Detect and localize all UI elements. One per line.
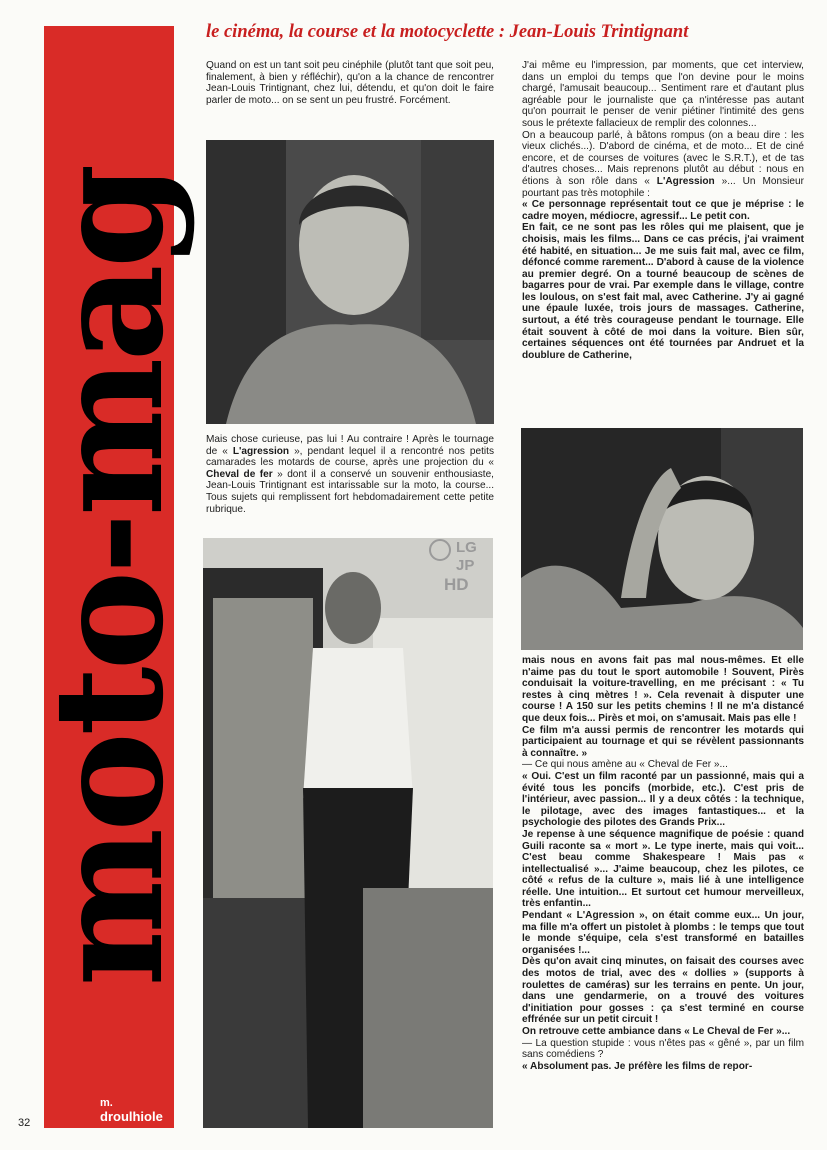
- quote: mais nous en avons fait pas mal nous-mêmes. Et elle n'aime pas du tout le sport automobile ! Souvent, Pirès conduisait la voiture-travelling, en me précisant : « Tu restes à cinq mètres ! ». Cela revenait à disputer une course ! A 150 sur les petits chemins ! Il ne m'a distancé que deux fois... Pirès et moi, on s'amusait. Mais pas elle !: [522, 655, 804, 724]
- svg-text:LG: LG: [456, 539, 477, 556]
- paragraph: J'ai même eu l'impression, par moments, que cet interview, dans un emploi du temps que l'on devine pour le moins chargé, l'amusait beaucoup... Sentiment rare et d'autant plus agréable pour le journaliste que ça n'intéresse pas autant qu'on pourrait le penser de venir piétiner l'intimité des gens sous le prétexte fallacieux de remplir des colonnes...: [522, 60, 804, 129]
- watermark-logo: [426, 534, 490, 598]
- author-credit: [100, 1096, 163, 1124]
- quote: Pendant « L'Agression », on était comme eux... Un jour, ma fille m'a offert un pistolet à plombs : le temps que tout le monde s'équipe, cela s'est transformé en batailles organisées !...: [522, 910, 804, 956]
- column-2-continued: [522, 655, 804, 1072]
- headline: le cinéma, la course et la motocyclette : Jean-Louis Trintignant: [206, 22, 689, 42]
- quote: Dès qu'on avait cinq minutes, on faisait des courses avec des motos de trial, avec des « dollies » (supports à roulettes de caméras) sur les terrains en pente. Un jour, dans une gendarmerie, on a trouvé des voitures d'initiation pour gosses : ça s'est terminé en course effrénée sur un petit circuit !: [522, 956, 804, 1026]
- quote: On retrouve cette ambiance dans « Le Cheval de Fer »...: [522, 1026, 791, 1037]
- svg-text:JP: JP: [456, 557, 475, 574]
- intro-paragraph: Quand on est un tant soit peu cinéphile (plutôt tant que soit peu, finalement, à bien y réfléchir), qu'on a la chance de rencontrer Jean-Louis Trintignant, chez lui, détendu, et qu'on doit le faire parler de moto... on se sent un peu frustré. Forcément.: [206, 60, 494, 106]
- column-1-text: Mais chose curieuse, pas lui ! Au contraire ! Après le tournage de « L'agression », pendant lequel il a rencontré nos petits camarades les motards de course, après une projection du « Cheval de fer » dont il a conservé un souvenir enthousiaste, Jean-Louis Trintignant est intarissable sur la moto, la course... Tous sujets qui remplissent fort hebdomadairement cette petite rubrique.: [206, 434, 494, 515]
- quote: Ce film m'a aussi permis de rencontrer les motards qui participaient au tournage et qui se révèlent passionnants à connaître. »: [522, 724, 804, 759]
- column-1-intro: [206, 60, 494, 106]
- author-initial: m.: [100, 1097, 113, 1109]
- author-name: droulhiole: [100, 1109, 163, 1124]
- column-2-text: J'ai même eu l'impression, par moments, que cet interview, dans un emploi du temps que l'on devine pour le moins chargé, l'amusait beaucoup... Sentiment rare et d'autant plus agréable pour le journaliste que ça n'intéresse pas autant qu'on pourrait le penser de venir piétiner l'intimité des gens sous le prétexte fallacieux de remplir des colonnes... On a beaucoup parlé, à bâtons rompus (on a beau dire : les vieux clichés...). D'abord de cinéma, et de moto... Et de ciné encore, et de courses de voitures (avec le S.R.T.), et de tas d'autres choses... Mais reprenons plutôt au début : nous en étions à son rôle dans « L'Agression »... Un Monsieur pourtant pas très motophile : « Ce personnage représentait tout ce que je méprise : le cadre moyen, médiocre, agressif... Le petit con. En fait, ce ne sont pas les rôles qui me plaisent, que je choisis, mais les films... Dans ce cas précis, j'ai vraiment été habité, en situation... Je me suis fait mal, avec ce film, défoncé comme rarement... D'abord à cause de la violence au premier degré. On a tourné beaucoup de scènes de bagarres pour de vrai. Par exemple dans le village, contre les loulous, on s'est fait mal, avec Catherine. J'y ai gagné une épaule luxée, trois jours de massages. Catherine, surtout, a été très courageuse pendant le tournage. Elle était souvent à côté de moi dans la voiture. Bien sûr, certaines séquences ont été tournées par Andruet et la doublure de Catherine,: [522, 60, 804, 361]
- svg-text:HD: HD: [444, 575, 469, 594]
- portrait-photo-2: [521, 428, 803, 650]
- quote: « Ce personnage représentait tout ce que je méprise : le cadre moyen, médiocre, agressif... Le petit con.: [522, 199, 804, 222]
- portrait-photo-1: [206, 140, 494, 424]
- interviewer-question: — Ce qui nous amène au « Cheval de Fer »...: [522, 759, 728, 771]
- rubric-title: moto-mag: [21, 167, 197, 987]
- interviewer-question: — La question stupide : vous n'êtes pas « gêné », par un film sans comédiens ?: [522, 1037, 804, 1061]
- page-number: 32: [18, 1117, 31, 1129]
- quote: « Oui. C'est un film raconté par un passionné, mais qui a évité tous les poncifs (morbide, etc.). C'est pris de l'intérieur, avec passion... Il y a deux côtés : la technique, le pilotage, avec des images fantastiques... et la psychologie des pilotes des Grands Prix...: [522, 770, 804, 829]
- quote: « Absolument pas. Je préfère les films de repor-: [522, 1060, 753, 1072]
- quote: En fait, ce ne sont pas les rôles qui me plaisent, que je choisis, mais les films... Dans ce cas précis, j'ai vraiment été habité, en situation... Je me suis fait mal, avec ce film, défoncé comme rarement... D'abord à cause de la violence au premier degré. On a tourné beaucoup de scènes de bagarres pour de vrai. Par exemple dans le village, contre les loulous, on s'est fait mal, avec Catherine. J'y ai gagné une épaule luxée, trois jours de massages. Catherine, surtout, a été très courageuse pendant le tournage. Elle était souvent à côté de moi dans la voiture. Bien sûr, certaines séquences ont été tournées par Andruet et la doublure de Catherine,: [522, 222, 804, 361]
- quote: Je repense à une séquence magnifique de poésie : quand Guili raconte sa « mort ». Le type inerte, mais qui voit... C'est beau comme Shakespeare ! Mais pas « intellectualisé »... J'aime beaucoup, chez les pilotes, ce côté « refus de la culture », mais lié à une intelligence réelle. Une intuition... Et surtout cet humour merveilleux, très enfantin...: [522, 828, 804, 910]
- standing-photo: [203, 538, 493, 1128]
